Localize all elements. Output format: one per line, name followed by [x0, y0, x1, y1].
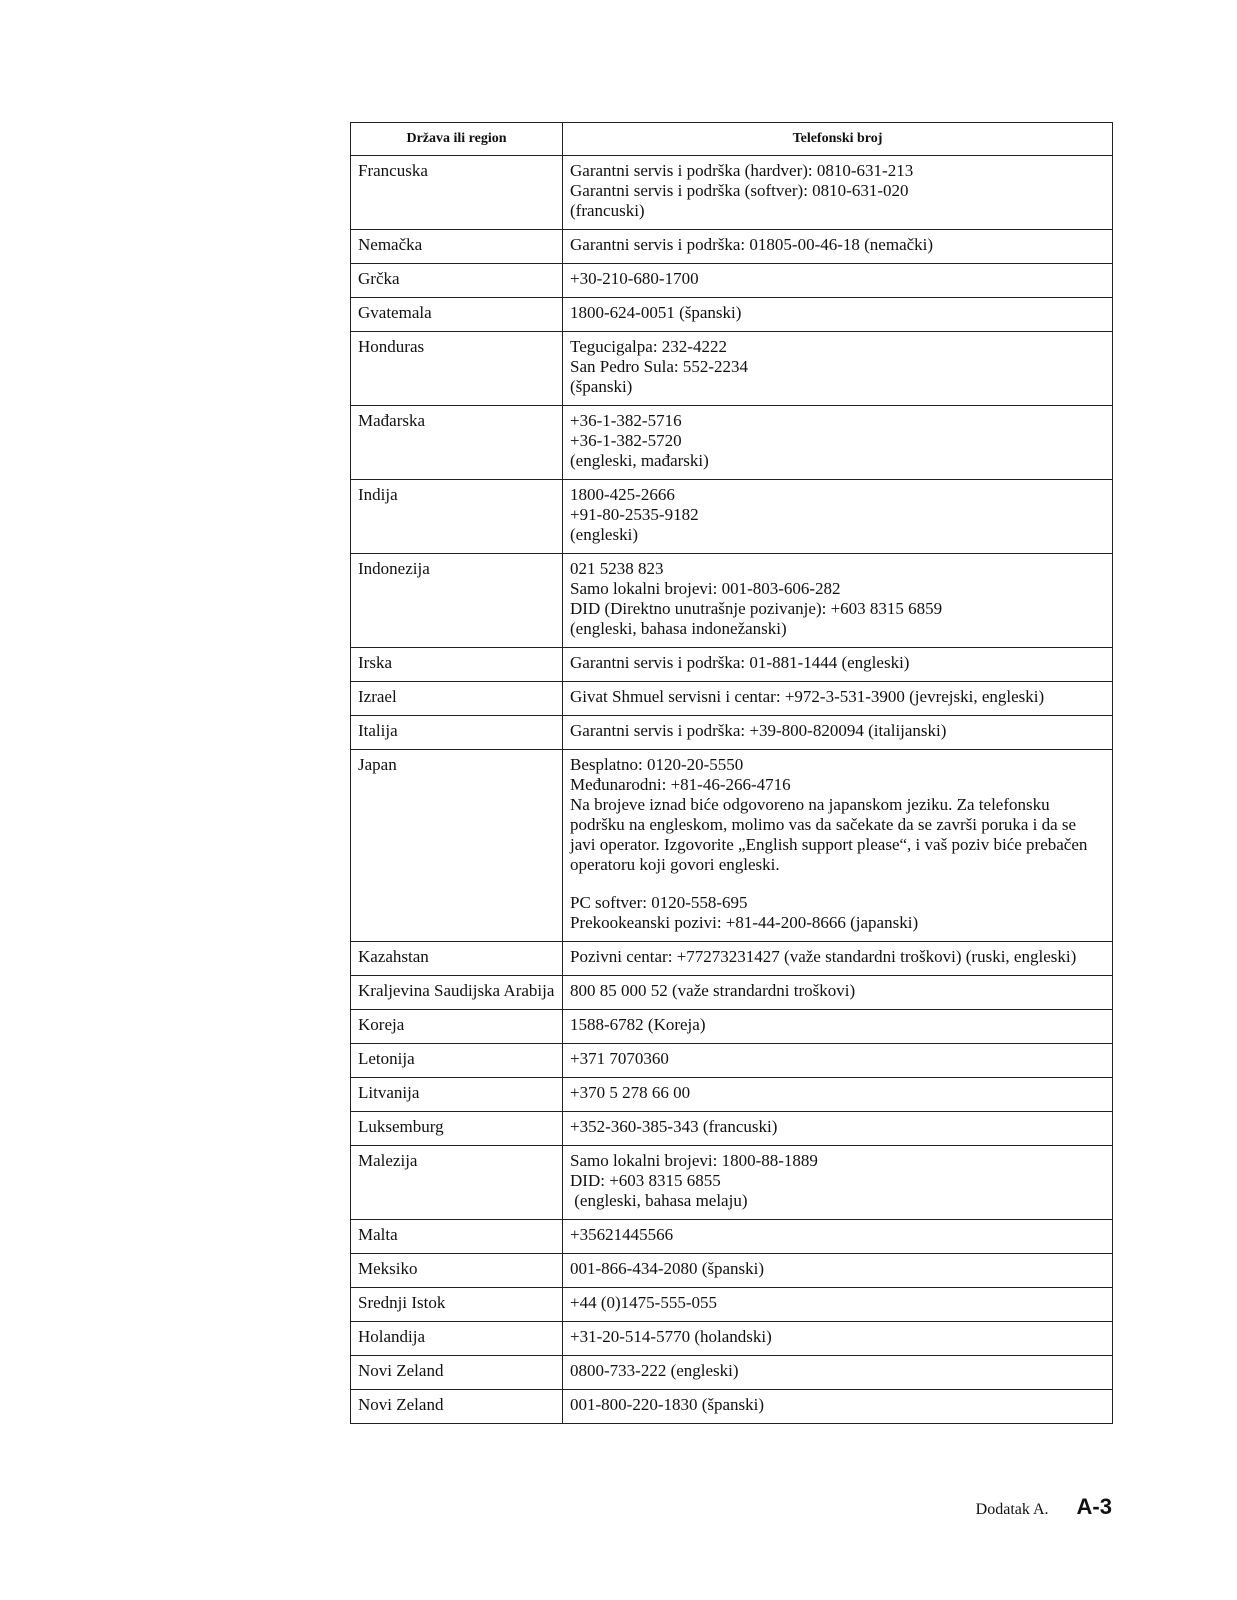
country-cell: Kazahstan: [351, 942, 563, 976]
phone-line: Samo lokalni brojevi: 001-803-606-282: [570, 579, 841, 598]
country-cell: Meksiko: [351, 1254, 563, 1288]
table-row: [351, 1322, 1113, 1356]
phone-cell: [563, 554, 1113, 648]
table-row: [351, 1044, 1113, 1078]
phone-line: Tegucigalpa: 232-4222: [570, 337, 727, 356]
phone-cell: [563, 648, 1113, 682]
table-row: [351, 1146, 1113, 1220]
phone-line: Na brojeve iznad biće odgovoreno na japanskom jeziku. Za telefonsku podršku na engleskom, molimo vas da sačekate da se završi poruka i da se javi operator. Izgovorite „English support please“, i vaš poziv biće prebačen operatoru koji govori engleski.: [570, 795, 1092, 874]
country-cell: Francuska: [351, 156, 563, 230]
table-row: [351, 1220, 1113, 1254]
table-row: [351, 1356, 1113, 1390]
phone-cell: [563, 1356, 1113, 1390]
phone-line: Prekookeanski pozivi: +81-44-200-8666 (japanski): [570, 913, 919, 932]
table-row: [351, 156, 1113, 230]
table-row: [351, 648, 1113, 682]
country-cell: Mađarska: [351, 406, 563, 480]
phone-line: +36-1-382-5716: [570, 411, 682, 430]
phone-cell: [563, 682, 1113, 716]
phone-line: +36-1-382-5720: [570, 431, 682, 450]
phone-line: Garantni servis i podrška: 01805-00-46-18 (nemački): [570, 235, 934, 254]
support-phone-table: [350, 122, 1113, 1424]
table-row: [351, 1390, 1113, 1424]
table-row: [351, 1254, 1113, 1288]
phone-line: San Pedro Sula: 552-2234: [570, 357, 749, 376]
phone-line: Garantni servis i podrška (hardver): 0810-631-213: [570, 161, 914, 180]
table-row: [351, 716, 1113, 750]
phone-cell: [563, 480, 1113, 554]
table-row: [351, 264, 1113, 298]
country-cell: Indija: [351, 480, 563, 554]
country-cell: Italija: [351, 716, 563, 750]
phone-line: +352-360-385-343 (francuski): [570, 1117, 778, 1136]
phone-line: Garantni servis i podrška: +39-800-820094 (italijanski): [570, 721, 947, 740]
table-row: [351, 682, 1113, 716]
footer-label: Dodatak A.: [975, 1501, 1049, 1518]
country-cell: Indonezija: [351, 554, 563, 648]
country-cell: Luksemburg: [351, 1112, 563, 1146]
phone-line: 001-866-434-2080 (španski): [570, 1259, 765, 1278]
phone-line: (engleski, bahasa melaju): [570, 1191, 748, 1210]
phone-cell: [563, 1112, 1113, 1146]
country-cell: Malezija: [351, 1146, 563, 1220]
phone-cell: [563, 406, 1113, 480]
phone-line: 1800-624-0051 (španski): [570, 303, 742, 322]
phone-line: Samo lokalni brojevi: 1800-88-1889: [570, 1151, 818, 1170]
phone-line: Garantni servis i podrška (softver): 0810-631-020: [570, 181, 909, 200]
country-cell: Gvatemala: [351, 298, 563, 332]
table-header-row: [351, 123, 1113, 156]
country-cell: Japan: [351, 750, 563, 942]
phone-line: (španski): [570, 377, 633, 396]
phone-line: 1588-6782 (Koreja): [570, 1015, 706, 1034]
phone-cell: [563, 1390, 1113, 1424]
phone-cell: [563, 1288, 1113, 1322]
table-row: [351, 230, 1113, 264]
page-footer: [976, 1494, 1112, 1520]
table-row: [351, 554, 1113, 648]
phone-line: +31-20-514-5770 (holandski): [570, 1327, 772, 1346]
phone-cell: [563, 156, 1113, 230]
phone-cell: [563, 332, 1113, 406]
phone-cell: [563, 1220, 1113, 1254]
country-cell: Novi Zeland: [351, 1356, 563, 1390]
country-cell: Honduras: [351, 332, 563, 406]
phone-line: (engleski, mađarski): [570, 451, 709, 470]
phone-line: Besplatno: 0120-20-5550: [570, 755, 744, 774]
phone-line: Pozivni centar: +77273231427 (važe standardni troškovi) (ruski, engleski): [570, 947, 1077, 966]
phone-line: Givat Shmuel servisni i centar: +972-3-531-3900 (jevrejski, engleski): [570, 687, 1045, 706]
table-row: [351, 1288, 1113, 1322]
phone-line: DID (Direktno unutrašnje pozivanje): +603 8315 6859: [570, 599, 943, 618]
phone-cell: [563, 1322, 1113, 1356]
phone-cell: [563, 1010, 1113, 1044]
country-cell: Nemačka: [351, 230, 563, 264]
country-cell: Irska: [351, 648, 563, 682]
table-row: [351, 298, 1113, 332]
country-cell: Srednji Istok: [351, 1288, 563, 1322]
country-cell: Koreja: [351, 1010, 563, 1044]
phone-cell: [563, 750, 1113, 942]
phone-line: 0800-733-222 (engleski): [570, 1361, 739, 1380]
table-row: [351, 942, 1113, 976]
table-row: [351, 480, 1113, 554]
phone-line: +44 (0)1475-555-055: [570, 1293, 717, 1312]
phone-line: 1800-425-2666: [570, 485, 675, 504]
phone-cell: [563, 1044, 1113, 1078]
table-row: [351, 406, 1113, 480]
phone-line: PC softver: 0120-558-695: [570, 893, 748, 912]
table-body: [351, 156, 1113, 1424]
table-row: [351, 332, 1113, 406]
phone-line: 021 5238 823: [570, 559, 664, 578]
column-header-phone: Telefonski broj: [563, 123, 1113, 156]
phone-cell: [563, 230, 1113, 264]
phone-cell: [563, 1146, 1113, 1220]
phone-line: +370 5 278 66 00: [570, 1083, 691, 1102]
phone-line: 800 85 000 52 (važe strandardni troškovi): [570, 981, 856, 1000]
phone-cell: [563, 942, 1113, 976]
phone-line: (engleski): [570, 525, 638, 544]
table-row: [351, 1010, 1113, 1044]
country-cell: Malta: [351, 1220, 563, 1254]
table-row: [351, 1112, 1113, 1146]
page-number: A-3: [1076, 1494, 1112, 1519]
country-cell: Kraljevina Saudijska Arabija: [351, 976, 563, 1010]
phone-line: DID: +603 8315 6855: [570, 1171, 721, 1190]
phone-line: (engleski, bahasa indonežanski): [570, 619, 787, 638]
phone-line: +35621445566: [570, 1225, 674, 1244]
table-row: [351, 1078, 1113, 1112]
column-header-country: Država ili region: [351, 123, 563, 156]
phone-cell: [563, 298, 1113, 332]
country-cell: Izrael: [351, 682, 563, 716]
phone-line: +91-80-2535-9182: [570, 505, 699, 524]
phone-cell: [563, 264, 1113, 298]
country-cell: Novi Zeland: [351, 1390, 563, 1424]
country-cell: Holandija: [351, 1322, 563, 1356]
country-cell: Grčka: [351, 264, 563, 298]
table-row: [351, 976, 1113, 1010]
phone-cell: [563, 976, 1113, 1010]
table-row: [351, 750, 1113, 942]
phone-line: Međunarodni: +81-46-266-4716: [570, 775, 791, 794]
country-cell: Litvanija: [351, 1078, 563, 1112]
phone-line: 001-800-220-1830 (španski): [570, 1395, 765, 1414]
phone-line: (francuski): [570, 201, 645, 220]
phone-line: +30-210-680-1700: [570, 269, 699, 288]
phone-line: Garantni servis i podrška: 01-881-1444 (engleski): [570, 653, 910, 672]
phone-cell: [563, 1254, 1113, 1288]
country-cell: Letonija: [351, 1044, 563, 1078]
phone-cell: [563, 1078, 1113, 1112]
phone-cell: [563, 716, 1113, 750]
phone-line: +371 7070360: [570, 1049, 669, 1068]
